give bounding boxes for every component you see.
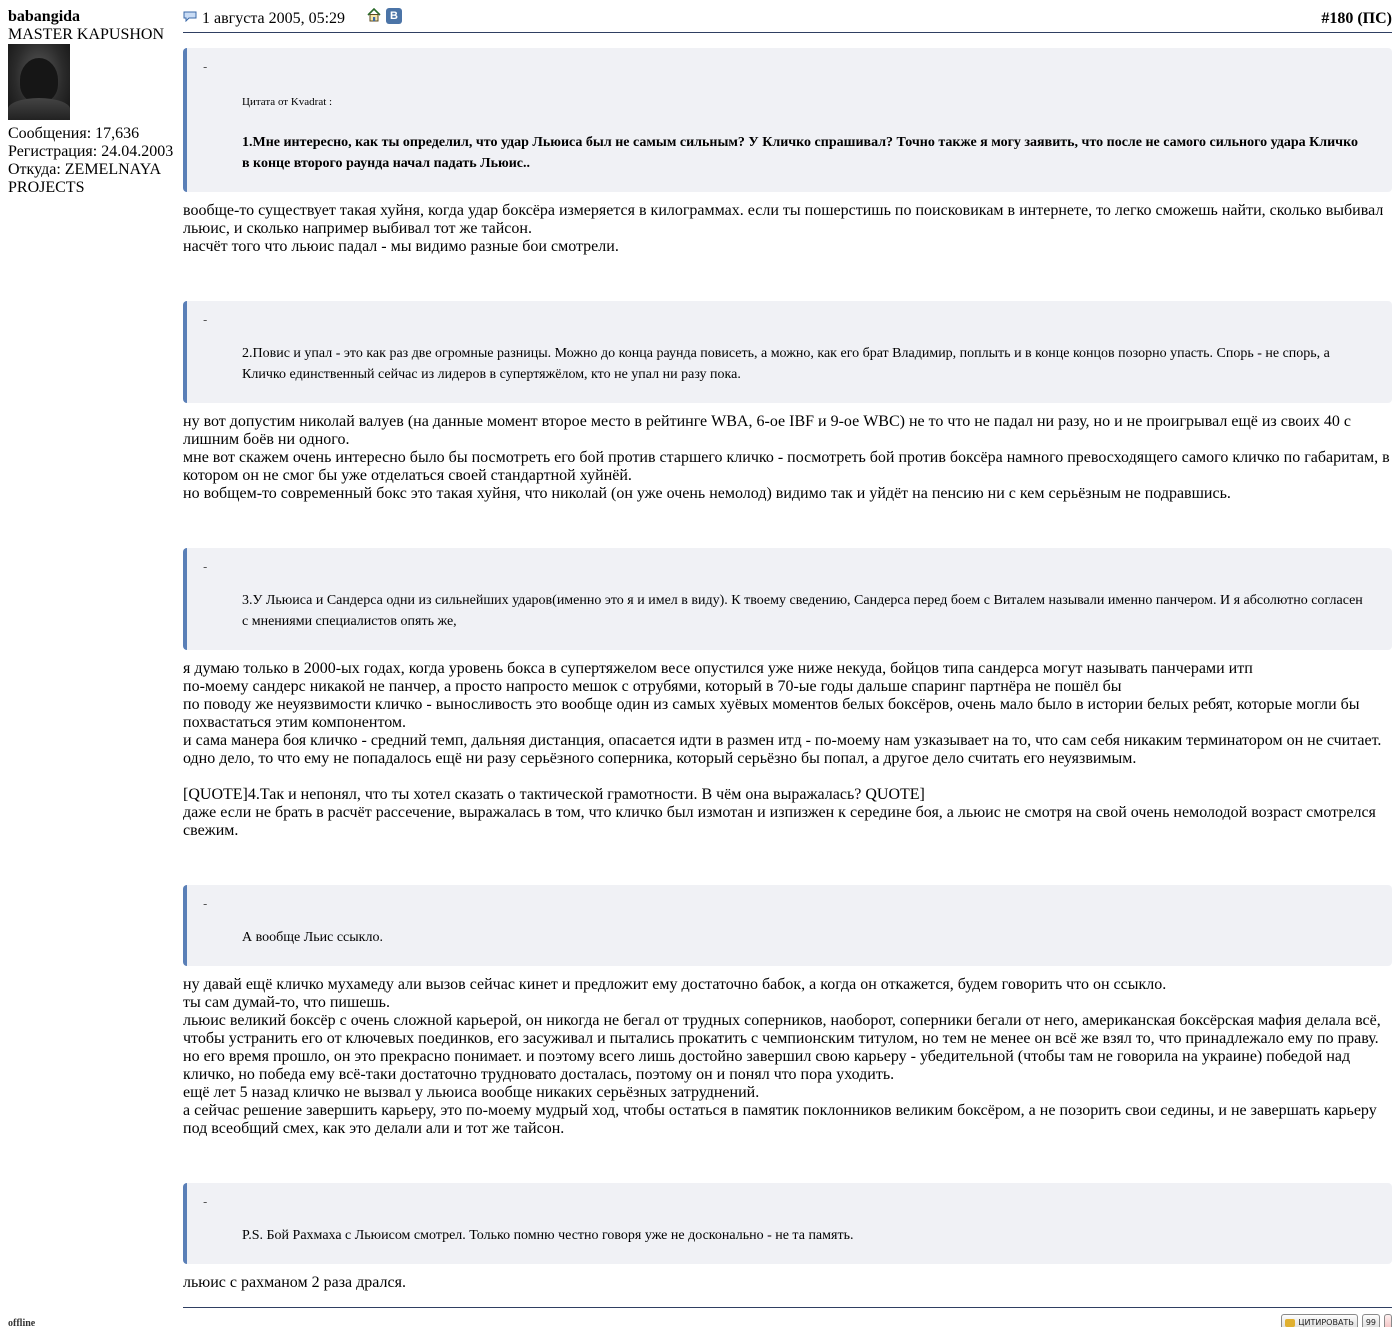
quote-toggle[interactable]: - — [203, 313, 208, 327]
quote-text: P.S. Бой Рахмаха с Льюисом смотрел. Только помню честно говоря уже не досконально - не та память. — [242, 1228, 854, 1243]
home-icon[interactable] — [367, 8, 381, 22]
vk-icon[interactable]: В — [386, 8, 402, 24]
reply-text — [183, 660, 1392, 840]
quote-icon — [1285, 1319, 1295, 1327]
reply-paragraph: по-моему сандерс никакой не панчер, а просто напросто мешок с отрубями, который в 70-ые годы дальше спаринг партнёра не пошёл бы — [183, 678, 1122, 695]
user-title: MASTER KAPUSHON — [8, 26, 165, 43]
reply-text — [183, 202, 1392, 256]
speech-bubble-icon — [183, 11, 197, 22]
post — [183, 8, 1392, 1292]
quote-block — [183, 301, 1392, 403]
reply-paragraph: но его время прошло, он это прекрасно понимает. и поэтому всего лишь достойно завершил свою карьеру - убедительной (чтобы там не говорила на украине) победой над кличко, но победа ему всё-таки достаточно трудновато досталась, поэтому он и понял что пора уходить. — [183, 1048, 1351, 1083]
multiquote-button-label: 99 — [1365, 1318, 1376, 1327]
reply-paragraph: а сейчас решение завершить карьеру, это по-моему мудрый ход, чтобы остаться в памятик поклонников великим боксёром, а не позорить свои седины, и не завершать карьеру под всеобщий смех, как это делали али и тот же тайсон. — [183, 1102, 1377, 1137]
reply-paragraph: вообще-то существует такая хуйня, когда удар боксёра измеряется в килограммах. если ты пошерстишь по поисковикам в интернете, то легко сможешь найти, сколько выбивал льюис, и сколько например выбивал тот же тайсон. — [183, 202, 1384, 237]
reply-paragraph: одно дело, то что ему не попадалось ещё ни разу серьёзного соперника, который серьёзно бы попал, а другое дело считать его неуязвимым. — [183, 750, 1137, 767]
quote-block — [183, 1183, 1392, 1264]
quote-author: Цитата от Kvadrat : — [242, 96, 333, 108]
post-number-suffix: (ПС) — [1353, 10, 1392, 27]
reply-paragraph: я думаю только в 2000-ых годах, когда уровень бокса в супертяжелом весе опустился уже ниже некуда, бойцов типа сандерса могут называть панчерами итп — [183, 660, 1253, 677]
post-body — [183, 48, 1392, 1292]
quote-block — [183, 885, 1392, 966]
quote-button-label: ЦИТИРОВАТЬ — [1298, 1318, 1354, 1327]
multiquote-button[interactable] — [1362, 1314, 1380, 1327]
quote-block — [183, 48, 1392, 192]
reply-paragraph: и сама манера боя кличко - средний темп, дальняя дистанция, опасается идти в размен итд - по-моему нам узказывает на то, что сам себя никаким терминатором он не считает. — [183, 732, 1382, 749]
reply-text — [183, 413, 1392, 503]
reply-paragraph: ну вот допустим николай валуев (на данные момент второе место в рейтинге WBA, 6-ое IBF и 9-ое WBC) не то что не падал ни разу, но и не проигрывал ещё из своих 40 с лишним боёв ни одного. — [183, 413, 1351, 448]
quote-toggle[interactable]: - — [203, 60, 208, 74]
reply-paragraph: по поводу же неуязвимости кличко - выносливость это вообще один из самых хуёвых моментов белых боксёров, очень мало было в истории белых ребят, которые могли бы похвастаться этим компонентом. — [183, 696, 1360, 731]
user-message-count: Сообщения: 17,636 — [8, 125, 140, 142]
user-info-panel — [8, 8, 178, 197]
username[interactable]: babangida — [8, 8, 81, 25]
reply-paragraph: ещё лет 5 назад кличко не вызвал у льюиса вообще никаких серьёзных затруднений. — [183, 1084, 760, 1101]
quote-toggle[interactable]: - — [203, 560, 208, 574]
post-footer-divider — [183, 1307, 1392, 1308]
online-status: offline — [8, 1318, 36, 1329]
reply-paragraph: льюис великий боксёр с очень сложной карьерой, он никогда не бегал от трудных соперников, наоборот, соперники бегали от него, американская боксёрская мафия делала всё, чтобы устранить его от ключевых поединков, его засуживал и пытались прокатить с чемпионским титулом, но тем не менее он всё же взял то, что принадлежало ему по праву. — [183, 1012, 1381, 1047]
reply-paragraph: ты сам думай-то, что пишешь. — [183, 994, 390, 1011]
reply-paragraph: даже если не брать в расчёт рассечение, выражалась в том, что кличко был измотан и изпизжен к середине боя, а льюис не смотря на свой очень немолодой возраст смотрелся свежим. — [183, 804, 1376, 839]
reply-paragraph: мне вот скажем очень интересно было бы посмотреть его бой против старшего кличко - посмотреть бой против боксёра намного превосходящего самого кличко по габаритам, в котором он не смог бы уже отделаться своей стандартной хуйнёй. — [183, 449, 1390, 484]
reply-text — [183, 1274, 1392, 1292]
avatar[interactable] — [8, 44, 70, 120]
reply-paragraph: [QUOTE]4.Так и непонял, что ты хотел сказать о тактической грамотности. В чём она выражалась? QUOTE] — [183, 786, 925, 803]
reply-paragraph — [183, 768, 1392, 786]
post-date: 1 августа 2005, 05:29 — [202, 10, 346, 27]
post-action-buttons — [1277, 1314, 1392, 1327]
post-number[interactable] — [1321, 10, 1392, 28]
post-header — [183, 8, 1392, 33]
block-spacer — [183, 1138, 1392, 1168]
quote-button[interactable] — [1281, 1314, 1358, 1327]
quote-block — [183, 548, 1392, 650]
quote-text: 1.Мне интересно, как ты определил, что удар Льюиса был не самым сильным? У Кличко спрашивал? Точно также я могу заявить, что после не самого сильного удара Кличко в конце второго раунда начал падать Льюис.. — [242, 135, 1358, 171]
block-spacer — [183, 840, 1392, 870]
block-spacer — [183, 503, 1392, 533]
reply-text — [183, 976, 1392, 1138]
quote-text: 3.У Льюиса и Сандерса одни из сильнейших ударов(именно это я и имел в виду). К твоему сведению, Сандерса перед боем с Виталем называли именно панчером. И я абсолютно согласен с мнениями специалистов опять же, — [242, 593, 1363, 629]
reply-paragraph: но вобщем-то современный бокс это такая хуйня, что николай (он уже очень немолод) видимо так и уйдёт на пенсию ни с кем серьёзным не подравшись. — [183, 485, 1231, 502]
reply-paragraph: ну давай ещё кличко мухамеду али вызов сейчас кинет и предложит ему достаточно бабок, а когда он откажется, будем говорить что он ссыкло. — [183, 976, 1167, 993]
quote-toggle[interactable]: - — [203, 1195, 208, 1209]
quote-text: А вообще Льис ссыкло. — [242, 930, 383, 945]
quote-text: 2.Повис и упал - это как раз две огромные разницы. Можно до конца раунда повисеть, а можно, как его брат Владимир, поплыть и в конце концов позорно упасть. Спорь - не спорь, а Кличко единственный сейчас из лидеров в супертяжёлом, кто не упал ни разу пока. — [242, 346, 1330, 382]
report-button[interactable] — [1384, 1314, 1392, 1327]
block-spacer — [183, 256, 1392, 286]
reply-paragraph: насчёт того что льюис падал - мы видимо разные бои смотрели. — [183, 238, 619, 255]
reply-paragraph: льюис с рахманом 2 раза дрался. — [183, 1274, 406, 1291]
user-registration-date: Регистрация: 24.04.2003 — [8, 143, 174, 160]
post-number-link[interactable]: #180 — [1321, 10, 1354, 27]
quote-toggle[interactable]: - — [203, 897, 208, 911]
user-location: Откуда: ZEMELNAYA PROJECTS — [8, 161, 161, 196]
